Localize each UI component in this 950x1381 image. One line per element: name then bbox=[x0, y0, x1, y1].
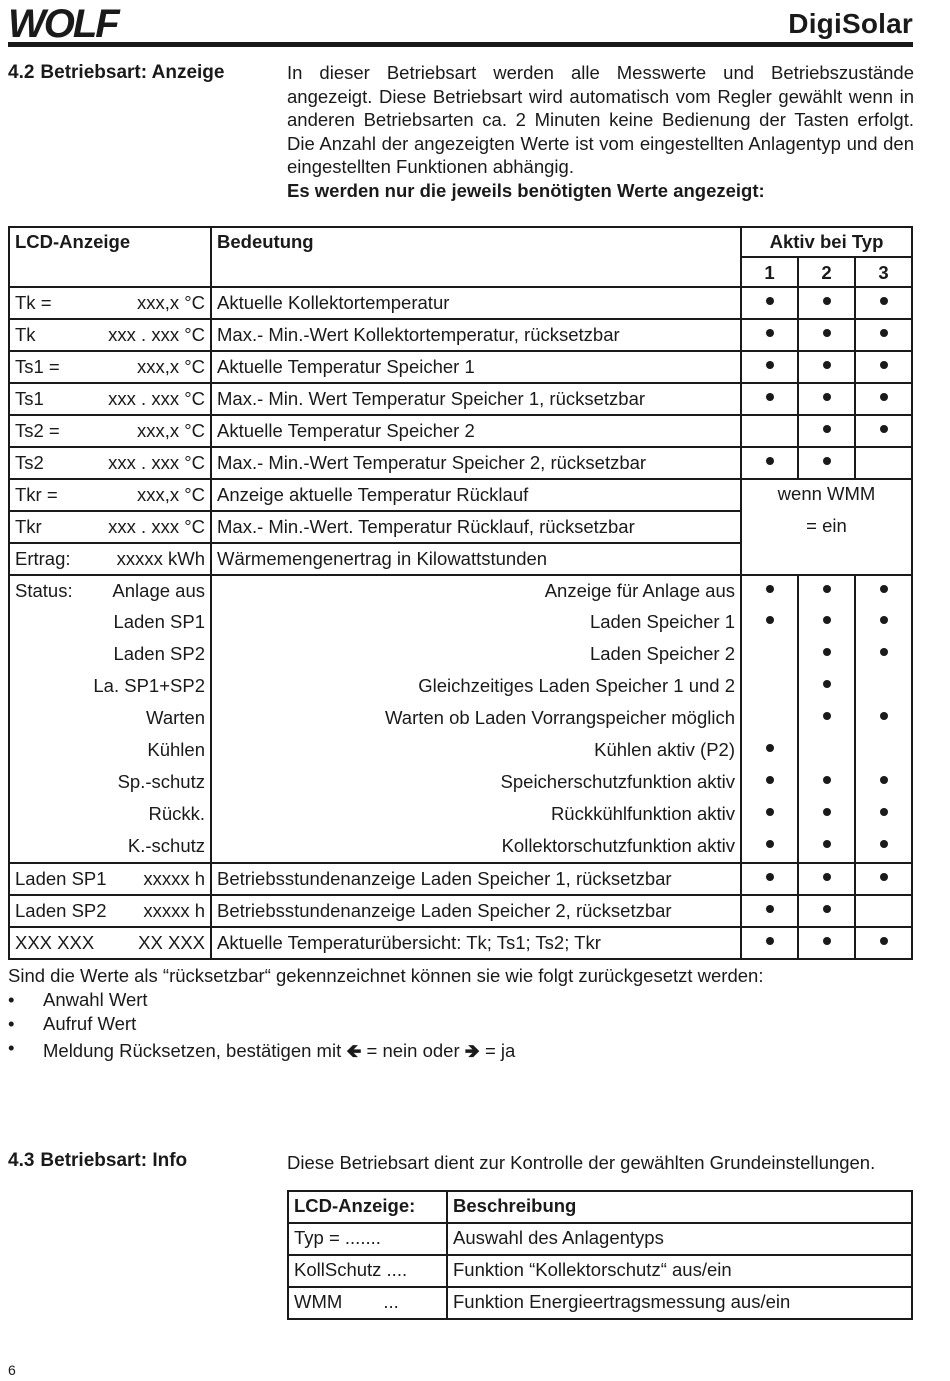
header-active: Aktiv bei Typ bbox=[741, 227, 912, 257]
type-cell bbox=[798, 287, 855, 319]
section-heading-4-2: 4.2 Betriebsart: Anzeige bbox=[8, 62, 225, 83]
status-value: K.-schutz bbox=[127, 835, 205, 856]
table-row bbox=[9, 671, 912, 703]
meaning-cell: Warten ob Laden Vorrangspeicher möglich bbox=[211, 703, 741, 735]
type-cell bbox=[798, 351, 855, 383]
section-heading-4-3: 4.3 Betriebsart: Info bbox=[8, 1150, 188, 1171]
meaning-cell: Anzeige aktuelle Temperatur Rücklauf bbox=[211, 479, 741, 511]
status-lcd-cell bbox=[9, 703, 211, 735]
lcd-value: xxx . xxx °C bbox=[108, 452, 205, 473]
type-cell bbox=[855, 703, 912, 735]
type-cell bbox=[798, 671, 855, 703]
table-row: WMM ... Funktion Energieertragsmessung aus/ein bbox=[288, 1287, 912, 1319]
active-dot-icon bbox=[766, 393, 774, 401]
meaning-cell: Kollektorschutzfunktion aktiv bbox=[211, 831, 741, 863]
lcd-label: Laden SP2 bbox=[15, 900, 107, 921]
header-type-2: 2 bbox=[798, 257, 855, 287]
table-row bbox=[9, 447, 912, 479]
table-row bbox=[9, 927, 912, 959]
lcd-label: Tkr bbox=[15, 516, 42, 537]
meaning-cell: Gleichzeitiges Laden Speicher 1 und 2 bbox=[211, 671, 741, 703]
lcd-cell bbox=[9, 319, 211, 351]
lcd-cell bbox=[9, 351, 211, 383]
meaning-cell: Max.- Min.-Wert Kollektortemperatur, rücksetzbar bbox=[211, 319, 741, 351]
meaning-cell: Betriebsstundenanzeige Laden Speicher 1, rücksetzbar bbox=[211, 863, 741, 895]
intro-emphasis: Es werden nur die jeweils benötigten Werte angezeigt: bbox=[287, 179, 765, 201]
lcd-value: xxxxx h bbox=[143, 868, 205, 889]
lcd-label: Ts2 bbox=[15, 452, 44, 473]
status-value: Anlage aus bbox=[112, 580, 205, 601]
active-dot-icon bbox=[766, 840, 774, 848]
display-values-table bbox=[8, 226, 913, 960]
header-lcd: LCD-Anzeige bbox=[9, 227, 211, 287]
active-dot-icon bbox=[823, 776, 831, 784]
type-cell bbox=[798, 895, 855, 927]
lcd-value: xxx,x °C bbox=[136, 356, 205, 377]
active-dot-icon bbox=[823, 937, 831, 945]
wmm-note: wenn WMM = ein bbox=[741, 479, 912, 575]
lcd-cell bbox=[9, 511, 211, 543]
lcd-value: xxx,x °C bbox=[136, 484, 205, 505]
lcd-cell bbox=[9, 415, 211, 447]
active-dot-icon bbox=[766, 457, 774, 465]
list-item: • Meldung Rücksetzen, bestätigen mit 🡸 = nein oder 🡺 = ja bbox=[8, 1037, 515, 1061]
type-cell bbox=[741, 895, 798, 927]
lcd-cell bbox=[9, 287, 211, 319]
lcd-label: Ts1 bbox=[15, 388, 44, 409]
page-number: 6 bbox=[8, 1362, 16, 1378]
meaning-cell: Aktuelle Temperaturübersicht: Tk; Ts1; Ts2; Tkr bbox=[211, 927, 741, 959]
active-dot-icon bbox=[880, 776, 888, 784]
type-cell bbox=[798, 927, 855, 959]
status-lcd-cell bbox=[9, 639, 211, 671]
meaning-cell: Speicherschutzfunktion aktiv bbox=[211, 767, 741, 799]
status-lcd-cell bbox=[9, 575, 211, 607]
active-dot-icon bbox=[766, 937, 774, 945]
type-cell bbox=[741, 607, 798, 639]
active-dot-icon bbox=[823, 393, 831, 401]
status-lcd-cell bbox=[9, 831, 211, 863]
status-lcd-cell bbox=[9, 671, 211, 703]
lcd-label: Ts2 = bbox=[15, 420, 60, 441]
active-dot-icon bbox=[823, 712, 831, 720]
status-value: Warten bbox=[146, 707, 205, 728]
type-cell bbox=[855, 767, 912, 799]
type-cell bbox=[855, 671, 912, 703]
active-dot-icon bbox=[880, 712, 888, 720]
type-cell bbox=[741, 383, 798, 415]
type-cell bbox=[741, 415, 798, 447]
lcd-label: Laden SP1 bbox=[15, 868, 107, 889]
type-cell bbox=[855, 863, 912, 895]
status-value: Sp.-schutz bbox=[117, 771, 205, 792]
table-row bbox=[9, 639, 912, 671]
active-dot-icon bbox=[766, 361, 774, 369]
active-dot-icon bbox=[823, 840, 831, 848]
reset-note: Sind die Werte als “rücksetzbar“ gekennzeichnet können sie wie folgt zurückgesetzt werden: bbox=[8, 965, 764, 986]
type-cell bbox=[798, 415, 855, 447]
table-row: Typ = ....... Auswahl des Anlagentyps bbox=[288, 1223, 912, 1255]
active-dot-icon bbox=[880, 937, 888, 945]
info-header-row bbox=[288, 1191, 912, 1223]
table-row bbox=[9, 479, 912, 511]
lcd-value: xxx,x °C bbox=[136, 420, 205, 441]
active-dot-icon bbox=[880, 393, 888, 401]
status-lcd-cell bbox=[9, 767, 211, 799]
active-dot-icon bbox=[766, 776, 774, 784]
lcd-value: xxxxx kWh bbox=[116, 548, 205, 569]
lcd-value: xxx,x °C bbox=[136, 292, 205, 313]
list-item: • Anwahl Wert bbox=[8, 989, 515, 1013]
intro-paragraph: In dieser Betriebsart werden alle Messwerte und Betriebszustände angezeigt. Diese Betriebsart wird automatisch vom Regler gewählt wenn in anderen Betriebsarten ca. 2 Minuten keine Bedienung der Tasten erfolgt. Die Anzahl der angezeigten Werte ist vom eingestellten Anlagentyp und den eingestellten Funktionen abhängig. bbox=[287, 62, 914, 178]
meaning-cell: Anzeige für Anlage aus bbox=[211, 575, 741, 607]
header-meaning: Bedeutung bbox=[211, 227, 741, 287]
meaning-cell: Rückkühlfunktion aktiv bbox=[211, 799, 741, 831]
page-header bbox=[8, 0, 913, 48]
active-dot-icon bbox=[880, 585, 888, 593]
status-value: Laden SP2 bbox=[113, 643, 205, 664]
lcd-value: xxx . xxx °C bbox=[108, 516, 205, 537]
lcd-label: Tk bbox=[15, 324, 36, 345]
type-cell bbox=[741, 863, 798, 895]
active-dot-icon bbox=[766, 744, 774, 752]
status-value: Laden SP1 bbox=[113, 611, 205, 632]
active-dot-icon bbox=[766, 808, 774, 816]
type-cell bbox=[798, 703, 855, 735]
active-dot-icon bbox=[823, 329, 831, 337]
table-body bbox=[9, 287, 912, 959]
wolf-logo bbox=[8, 4, 138, 42]
meaning-cell: Laden Speicher 1 bbox=[211, 607, 741, 639]
meaning-cell: Betriebsstundenanzeige Laden Speicher 2, rücksetzbar bbox=[211, 895, 741, 927]
status-lcd-cell bbox=[9, 735, 211, 767]
lcd-cell bbox=[9, 479, 211, 511]
section-4-2-intro bbox=[287, 61, 914, 203]
active-dot-icon bbox=[823, 905, 831, 913]
header-rule bbox=[8, 42, 913, 47]
arrow-left-icon: 🡸 bbox=[346, 1041, 362, 1062]
lcd-value: xxx . xxx °C bbox=[108, 324, 205, 345]
lcd-cell bbox=[9, 383, 211, 415]
meaning-cell: Aktuelle Temperatur Speicher 1 bbox=[211, 351, 741, 383]
active-dot-icon bbox=[823, 425, 831, 433]
type-cell bbox=[855, 287, 912, 319]
active-dot-icon bbox=[880, 840, 888, 848]
active-dot-icon bbox=[880, 616, 888, 624]
type-cell bbox=[741, 447, 798, 479]
table-row bbox=[9, 319, 912, 351]
active-dot-icon bbox=[823, 457, 831, 465]
info-table bbox=[287, 1190, 913, 1320]
type-cell bbox=[798, 863, 855, 895]
active-dot-icon bbox=[823, 808, 831, 816]
type-cell bbox=[855, 607, 912, 639]
table-row bbox=[9, 383, 912, 415]
info-header-desc: Beschreibung bbox=[447, 1191, 912, 1223]
lcd-cell bbox=[9, 895, 211, 927]
lcd-label: Ertrag: bbox=[15, 548, 71, 569]
active-dot-icon bbox=[880, 297, 888, 305]
active-dot-icon bbox=[880, 425, 888, 433]
info-paragraph: Diese Betriebsart dient zur Kontrolle der gewählten Grundeinstellungen. bbox=[287, 1152, 876, 1173]
table-row bbox=[9, 415, 912, 447]
status-label: Status: bbox=[15, 580, 73, 601]
type-cell bbox=[855, 831, 912, 863]
active-dot-icon bbox=[766, 905, 774, 913]
type-cell bbox=[798, 799, 855, 831]
type-cell bbox=[741, 319, 798, 351]
type-cell bbox=[798, 735, 855, 767]
lcd-value: xxx . xxx °C bbox=[108, 388, 205, 409]
type-cell bbox=[741, 735, 798, 767]
type-cell bbox=[798, 575, 855, 607]
active-dot-icon bbox=[880, 329, 888, 337]
type-cell bbox=[741, 639, 798, 671]
info-header-lcd: LCD-Anzeige: bbox=[288, 1191, 447, 1223]
type-cell bbox=[855, 799, 912, 831]
type-cell bbox=[741, 575, 798, 607]
type-cell bbox=[741, 831, 798, 863]
table-row bbox=[9, 895, 912, 927]
meaning-cell: Max.- Min. Wert Temperatur Speicher 1, rücksetzbar bbox=[211, 383, 741, 415]
active-dot-icon bbox=[823, 873, 831, 881]
table-row bbox=[9, 575, 912, 607]
lcd-label: Ts1 = bbox=[15, 356, 60, 377]
type-cell bbox=[741, 767, 798, 799]
active-dot-icon bbox=[823, 616, 831, 624]
active-dot-icon bbox=[823, 585, 831, 593]
active-dot-icon bbox=[766, 873, 774, 881]
active-dot-icon bbox=[823, 680, 831, 688]
type-cell bbox=[798, 767, 855, 799]
meaning-cell: Wärmemengenertrag in Kilowattstunden bbox=[211, 543, 741, 575]
type-cell bbox=[741, 351, 798, 383]
type-cell bbox=[798, 639, 855, 671]
status-lcd-cell bbox=[9, 607, 211, 639]
table-header-row bbox=[9, 227, 912, 257]
type-cell bbox=[855, 383, 912, 415]
table-row bbox=[9, 799, 912, 831]
status-lcd-cell bbox=[9, 799, 211, 831]
table-row bbox=[9, 607, 912, 639]
type-cell bbox=[798, 319, 855, 351]
svg-text:WOLF: WOLF bbox=[8, 4, 118, 42]
meaning-cell: Aktuelle Kollektortemperatur bbox=[211, 287, 741, 319]
type-cell bbox=[855, 447, 912, 479]
active-dot-icon bbox=[823, 648, 831, 656]
table-row bbox=[9, 831, 912, 863]
active-dot-icon bbox=[880, 648, 888, 656]
type-cell bbox=[798, 607, 855, 639]
active-dot-icon bbox=[823, 361, 831, 369]
table-row bbox=[9, 351, 912, 383]
document-title: DigiSolar bbox=[788, 8, 913, 39]
lcd-cell bbox=[9, 927, 211, 959]
reset-steps-list bbox=[8, 989, 515, 1061]
list-item: • Aufruf Wert bbox=[8, 1013, 515, 1037]
section-4-3-intro bbox=[287, 1151, 914, 1175]
table-row bbox=[9, 767, 912, 799]
header-type-1: 1 bbox=[741, 257, 798, 287]
arrow-right-icon: 🡺 bbox=[464, 1041, 480, 1062]
type-cell bbox=[855, 895, 912, 927]
lcd-cell bbox=[9, 447, 211, 479]
type-cell bbox=[855, 575, 912, 607]
type-cell bbox=[855, 735, 912, 767]
lcd-value: XX XXX bbox=[138, 932, 205, 953]
lcd-value: xxxxx h bbox=[143, 900, 205, 921]
active-dot-icon bbox=[766, 329, 774, 337]
meaning-cell: Max.- Min.-Wert Temperatur Speicher 2, rücksetzbar bbox=[211, 447, 741, 479]
active-dot-icon bbox=[880, 873, 888, 881]
active-dot-icon bbox=[766, 297, 774, 305]
header-type-3: 3 bbox=[855, 257, 912, 287]
type-cell bbox=[855, 639, 912, 671]
type-cell bbox=[741, 671, 798, 703]
type-cell bbox=[855, 927, 912, 959]
type-cell bbox=[855, 351, 912, 383]
meaning-cell: Kühlen aktiv (P2) bbox=[211, 735, 741, 767]
status-value: Rückk. bbox=[148, 803, 205, 824]
lcd-label: Tk = bbox=[15, 292, 52, 313]
type-cell bbox=[855, 319, 912, 351]
type-cell bbox=[741, 287, 798, 319]
table-row: KollSchutz .... Funktion “Kollektorschutz“ aus/ein bbox=[288, 1255, 912, 1287]
active-dot-icon bbox=[880, 808, 888, 816]
lcd-label: XXX XXX bbox=[15, 932, 95, 953]
lcd-label: Tkr = bbox=[15, 484, 58, 505]
active-dot-icon bbox=[880, 361, 888, 369]
type-cell bbox=[798, 383, 855, 415]
meaning-cell: Max.- Min.-Wert. Temperatur Rücklauf, rücksetzbar bbox=[211, 511, 741, 543]
meaning-cell: Laden Speicher 2 bbox=[211, 639, 741, 671]
active-dot-icon bbox=[766, 616, 774, 624]
meaning-cell: Aktuelle Temperatur Speicher 2 bbox=[211, 415, 741, 447]
status-value: La. SP1+SP2 bbox=[93, 675, 205, 696]
lcd-cell bbox=[9, 543, 211, 575]
type-cell bbox=[798, 831, 855, 863]
type-cell bbox=[741, 703, 798, 735]
type-cell bbox=[741, 799, 798, 831]
status-value: Kühlen bbox=[147, 739, 205, 760]
active-dot-icon bbox=[823, 297, 831, 305]
table-row bbox=[9, 735, 912, 767]
type-cell bbox=[855, 415, 912, 447]
type-cell bbox=[741, 927, 798, 959]
lcd-cell bbox=[9, 863, 211, 895]
table-row bbox=[9, 703, 912, 735]
table-row bbox=[9, 863, 912, 895]
type-cell bbox=[798, 447, 855, 479]
active-dot-icon bbox=[766, 585, 774, 593]
table-row bbox=[9, 287, 912, 319]
